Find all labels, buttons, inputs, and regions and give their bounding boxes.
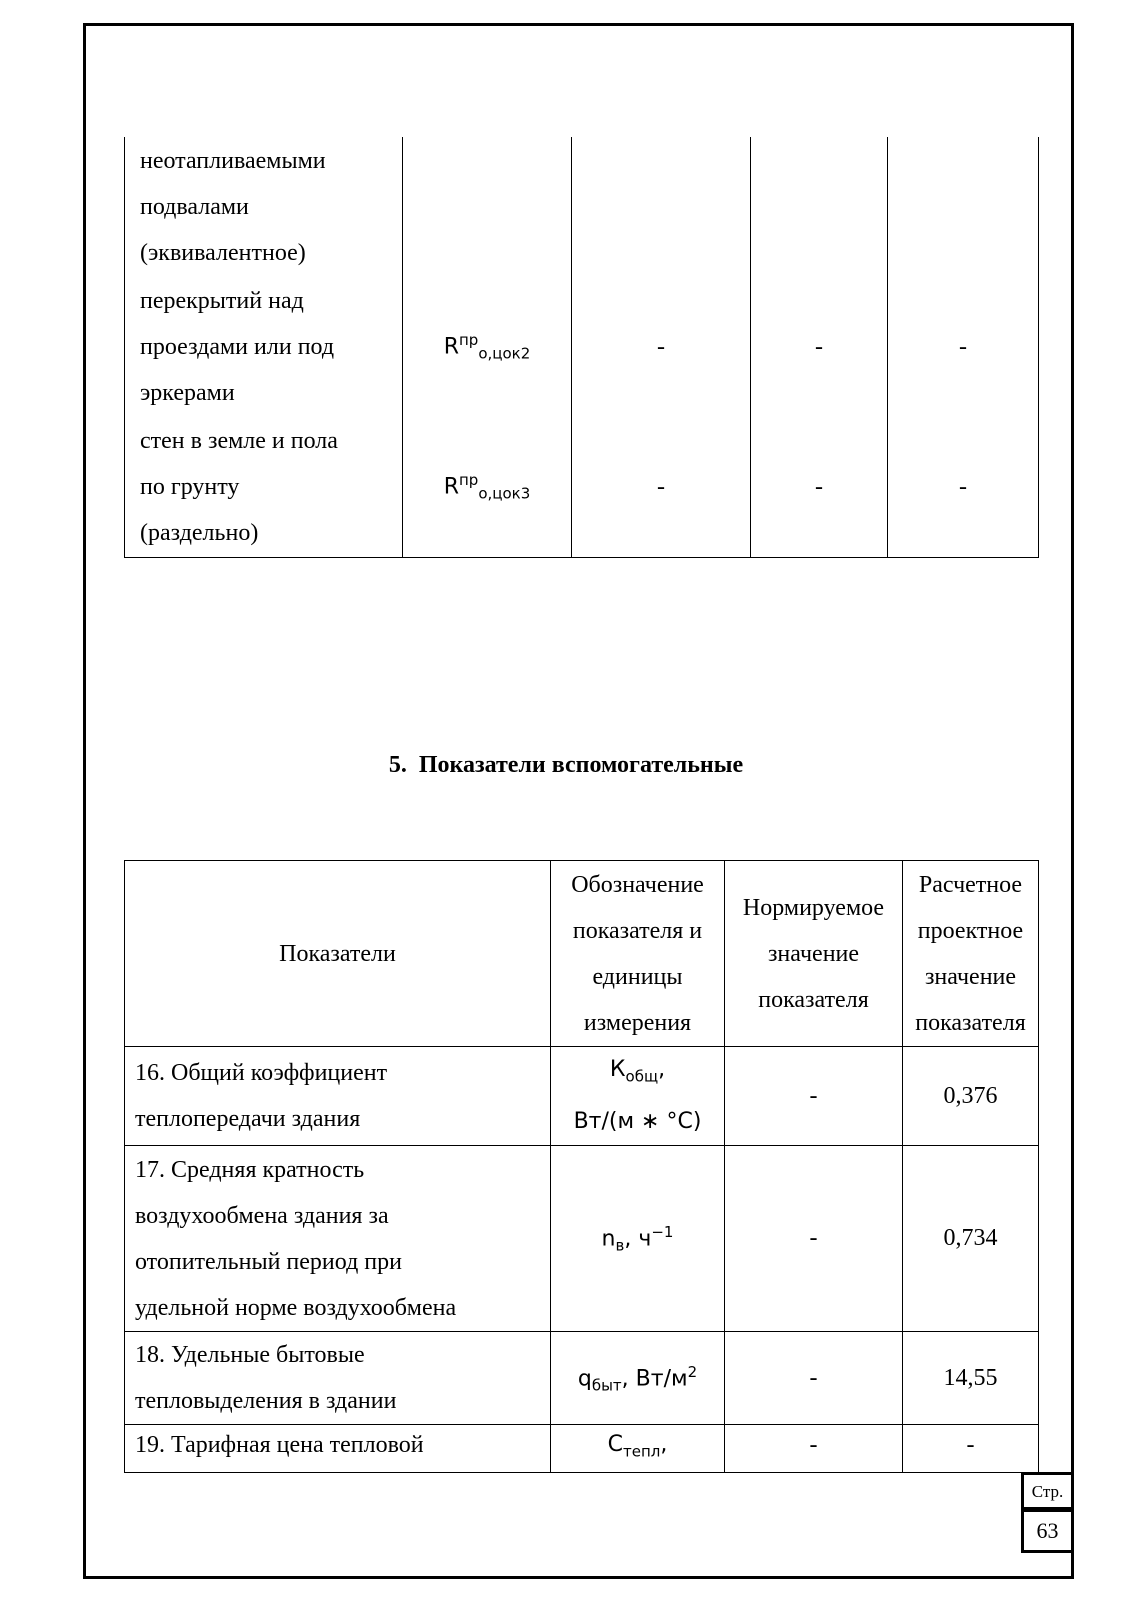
header-calculated: Расчетное проектное значение показателя xyxy=(903,861,1039,1047)
symbol-cell: $К_{общ}$, Вт/(м ∗ °С) xyxy=(551,1047,725,1146)
page-number: 63 xyxy=(1021,1509,1074,1553)
cell-text: удельной норме воздухообмена xyxy=(135,1294,457,1321)
cell-text: тепловыделения в здании xyxy=(135,1388,397,1415)
section-number: 5. xyxy=(388,752,407,778)
cell-value: - xyxy=(751,277,888,417)
cell-text: теплопередачи здания xyxy=(135,1106,361,1133)
symbol-cell: $q_{быт}$, $Вт/м^2$ xyxy=(551,1332,725,1425)
cell-normative: - xyxy=(725,1332,903,1425)
table-row xyxy=(125,1425,1039,1473)
cell-value: - xyxy=(751,417,888,558)
table-row xyxy=(125,277,1039,417)
table-row xyxy=(125,1047,1039,1146)
cell-value: - xyxy=(572,277,751,417)
table-header-row xyxy=(125,861,1039,1047)
cell-text: подвалами xyxy=(140,194,249,220)
section-heading xyxy=(0,752,1132,779)
cell-normative: - xyxy=(725,1425,903,1473)
cell-text: 17. Средняя кратность xyxy=(135,1156,365,1183)
cell-text: по грунту xyxy=(140,474,240,500)
cell-text: проездами или под xyxy=(140,334,335,360)
page-label: Стр. xyxy=(1021,1472,1074,1510)
cell-text: 19. Тарифная цена тепловой xyxy=(135,1432,424,1459)
cell-text: 18. Удельные бытовые xyxy=(135,1342,365,1369)
header-normative: Нормируемое значение показателя xyxy=(725,861,903,1047)
cell-text: воздухообмена здания за xyxy=(135,1202,389,1229)
cell-calculated: 14,55 xyxy=(903,1332,1039,1425)
cell-normative: - xyxy=(725,1146,903,1332)
cell-value: - xyxy=(572,417,751,558)
cell-text: перекрытий над xyxy=(140,288,304,314)
table-row xyxy=(125,1146,1039,1332)
cell-text: эркерами xyxy=(140,380,235,406)
auxiliary-indicators-table xyxy=(124,860,1039,1473)
cell-text: стен в земле и пола xyxy=(140,428,338,454)
cell-calculated: 0,734 xyxy=(903,1146,1039,1332)
cell-text: (раздельно) xyxy=(140,520,259,546)
cell-value: - xyxy=(888,277,1039,417)
table-row xyxy=(125,417,1039,558)
cell-normative: - xyxy=(725,1047,903,1146)
section-title: Показатели вспомогательные xyxy=(418,752,744,778)
cell-value: - xyxy=(888,417,1039,558)
symbol-cell: $С_{тепл}$, xyxy=(551,1425,725,1473)
cell-text: отопительный период при xyxy=(135,1248,402,1275)
cell-calculated: - xyxy=(903,1425,1039,1473)
cell-text: 16. Общий коэффициент xyxy=(135,1060,388,1087)
table-row xyxy=(125,1332,1039,1425)
table-row xyxy=(125,137,1039,277)
cell-text: (эквивалентное) xyxy=(140,240,306,266)
header-designation: Обозначение показателя и единицы измерения xyxy=(551,861,725,1047)
symbol-cell: $n_в$, $ч^{-1}$ xyxy=(551,1146,725,1332)
cell-calculated: 0,376 xyxy=(903,1047,1039,1146)
header-indicators: Показатели xyxy=(125,861,551,1047)
table-continuation xyxy=(124,137,1039,558)
symbol-cell: $R^{пр}_{о,цок3}$ xyxy=(403,417,572,558)
symbol-cell: $R^{пр}_{о,цок2}$ xyxy=(403,277,572,417)
cell-text: неотапливаемыми xyxy=(140,148,326,174)
